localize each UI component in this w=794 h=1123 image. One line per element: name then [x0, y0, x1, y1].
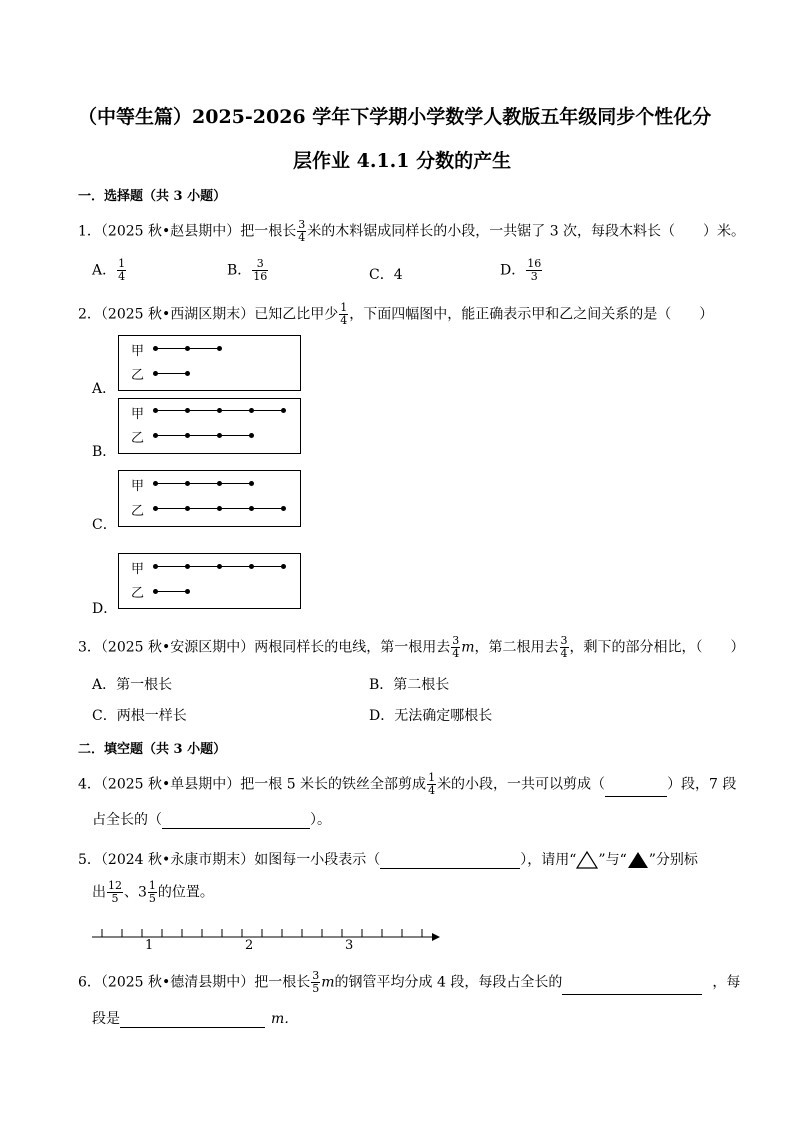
hollow-triangle-icon — [576, 851, 598, 869]
question-4-line2: 占全长的（ ）。 — [92, 812, 331, 828]
q2-option-d-label[interactable]: D． — [92, 601, 118, 617]
q2-option-a-label[interactable]: A． — [92, 381, 117, 397]
q2-d-jia: 甲 — [131, 562, 145, 577]
section-fill-heading: 二．填空题（共 3 小题） — [78, 742, 227, 757]
axis-label-2: 2 — [245, 938, 254, 953]
q4-blank-2[interactable] — [162, 814, 310, 829]
page-title-line1: （中等生篇）2025-2026 学年下学期小学数学人教版五年级同步个性化分 — [78, 106, 712, 128]
q1-option-c[interactable]: C．4 — [369, 267, 403, 283]
q1-prefix: 1．（2025 秋•赵县期中）把一根长 — [78, 223, 297, 240]
section-choice-heading: 一．选择题（共 3 小题） — [78, 189, 227, 204]
q3-option-c[interactable]: C．两根一样长 — [92, 708, 187, 724]
axis-label-1: 1 — [145, 938, 154, 953]
q3-option-a[interactable]: A．第一根长 — [92, 677, 173, 693]
arrow-right-icon — [432, 933, 440, 941]
question-3: 3．（2025 秋•安源区期中）两根同样长的电线，第一根用去 $\frac{3}{4}$ m，第二根用去 $\frac{3}{4}$ ，剩下的部分相比，（ ） — [78, 634, 745, 660]
q1-fraction: $\frac{3}{4}$ — [298, 218, 306, 244]
q2-d-yi: 乙 — [131, 586, 145, 601]
q6-blank-1[interactable] — [562, 980, 702, 995]
q2-c-yi: 乙 — [131, 504, 145, 519]
question-6: 6．（2025 秋•德清县期中）把一根长 $\frac{3}{5}$ m的钢管平均分成 4 段，每段占全长的 ，每 — [78, 969, 741, 995]
q2-c-jia: 甲 — [131, 479, 145, 494]
q2-option-c-label[interactable]: C． — [92, 517, 117, 533]
q2-diagram-a[interactable] — [118, 335, 301, 391]
q5-blank-1[interactable] — [380, 854, 520, 869]
page-title-line2: 层作业 4.1.1 分数的产生 — [293, 150, 512, 172]
q4-blank-1[interactable] — [605, 782, 667, 797]
question-5-line2: 出 $\frac{12}{5}$ 、3 $\frac{1}{5}$ 的位置。 — [92, 879, 214, 905]
q2-diagram-b[interactable] — [118, 398, 301, 454]
q3-option-d[interactable]: D．无法确定哪根长 — [369, 708, 493, 724]
question-4: 4．（2025 秋•单县期中）把一根 5 米长的铁丝全部剪成 $\frac{1}{4}$ 米的小段，一共可以剪成（ ）段，7 段 — [78, 771, 737, 797]
question-1 — [78, 219, 745, 244]
q1-option-a[interactable]: A． $\frac{1}{4}$ — [92, 257, 126, 283]
q1-suffix: 米的木料锯成同样长的小段，一共锯了 3 次，每段木料长（ ）米。 — [307, 223, 746, 240]
q2-option-b-label[interactable]: B． — [92, 444, 117, 460]
q2-a-jia: 甲 — [131, 344, 145, 359]
q2-diagram-d[interactable] — [118, 553, 301, 609]
solid-triangle-icon — [627, 851, 649, 869]
q2-diagram-c[interactable] — [118, 470, 301, 527]
question-2: 2．（2025 秋•西湖区期末）已知乙比甲少 $\frac{1}{4}$ ，下面四幅图中，能正确表示甲和乙之间关系的是（ ） — [78, 301, 714, 327]
q1-option-d[interactable]: D． $\frac{16}{3}$ — [500, 257, 542, 283]
q3-option-b[interactable]: B．第二根长 — [369, 677, 450, 693]
q6-blank-2[interactable] — [120, 1013, 265, 1028]
question-6-line2: 段是 m． — [92, 1011, 299, 1027]
axis-label-3: 3 — [345, 938, 354, 953]
q2-b-jia: 甲 — [131, 407, 145, 422]
q2-b-yi: 乙 — [131, 431, 145, 446]
question-5: 5．（2024 秋•永康市期末）如图每一小段表示（ ），请用“ ”与“ ”分别标 — [78, 852, 698, 868]
q1-option-b[interactable]: B． $\frac{3}{16}$ — [227, 257, 268, 283]
q2-a-yi: 乙 — [131, 368, 145, 383]
